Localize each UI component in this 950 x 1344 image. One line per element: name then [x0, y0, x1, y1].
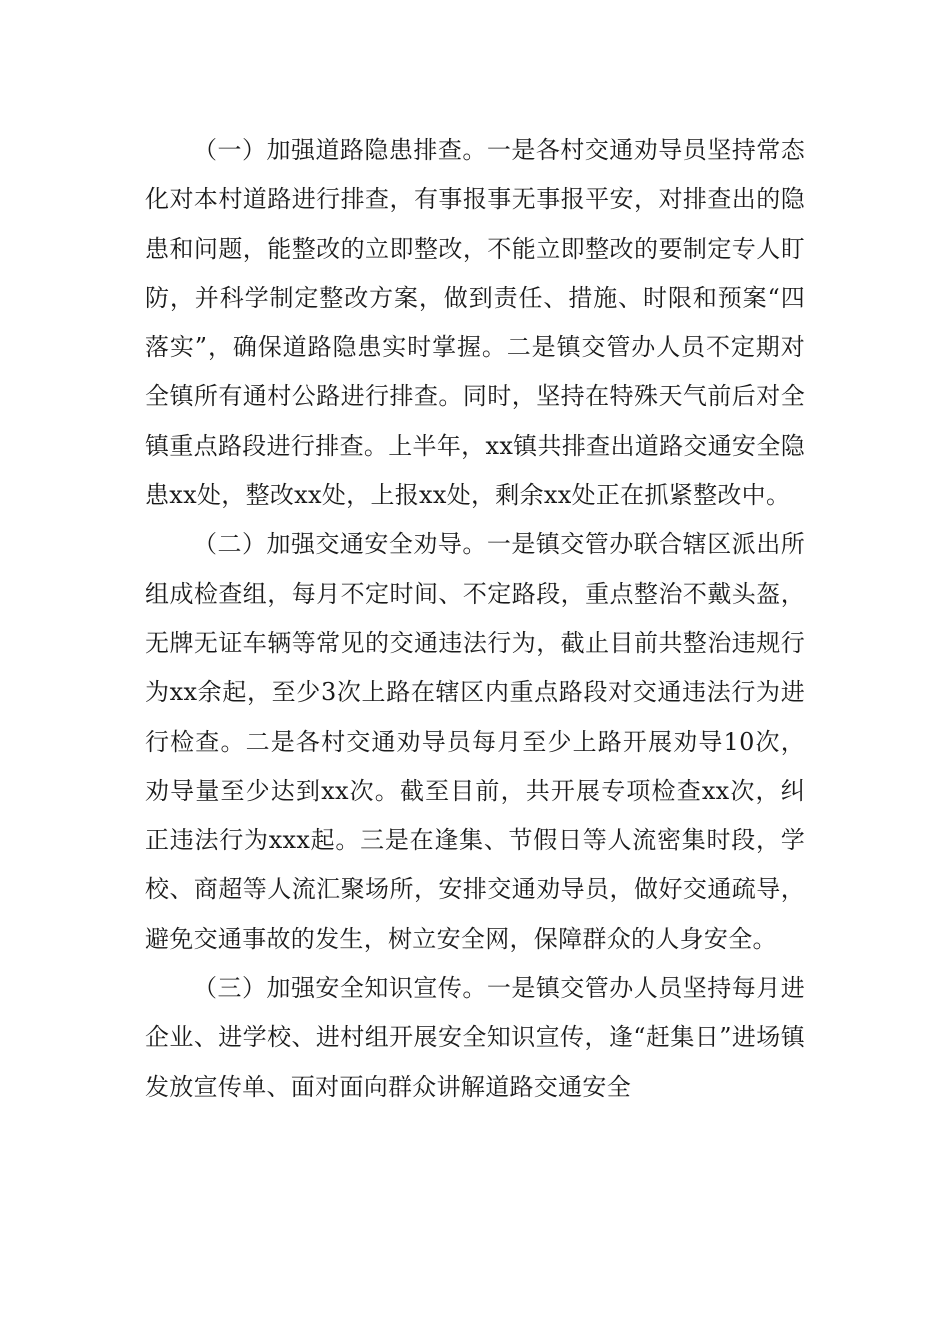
paragraph-safety-knowledge-publicity: （三）加强安全知识宣传。一是镇交管办人员坚持每月进企业、进学校、进村组开展安全知识宣传，逢“赶集日”进场镇发放宣传单、面对面向群众讲解道路交通安全 — [145, 974, 805, 1101]
paragraph-road-hazard-inspection: （一）加强道路隐患排查。一是各村交通劝导员坚持常态化对本村道路进行排查，有事报事无事报平安，对排查出的隐患和问题，能整改的立即整改，不能立即整改的要制定专人盯防，并科学制定整改方案，做到责任、措施、时限和预案“四落实”，确保道路隐患实时掌握。二是镇交管办人员不定期对全镇所有通村公路进行排查。同时，坚持在特殊天气前后对全镇重点路段进行排查。上半年，xx镇共排查出道路交通安全隐患xx处，整改xx处，上报xx处，剩余xx处正在抓紧整改中。 — [145, 136, 805, 510]
paragraph-traffic-safety-persuasion: （二）加强交通安全劝导。一是镇交管办联合辖区派出所组成检查组，每月不定时间、不定路段，重点整治不戴头盔，无牌无证车辆等常见的交通违法行为，截止目前共整治违规行为xx余起，至少3次上路在辖区内重点路段对交通违法行为进行检查。二是各村交通劝导员每月至少上路开展劝导10次，劝导量至少达到xx次。截至目前，共开展专项检查xx次，纠正违法行为xxx起。三是在逢集、节假日等人流密集时段，学校、商超等人流汇聚场所，安排交通劝导员，做好交通疏导，避免交通事故的发生，树立安全网，保障群众的人身安全。 — [145, 530, 805, 953]
document-body — [145, 126, 805, 1112]
